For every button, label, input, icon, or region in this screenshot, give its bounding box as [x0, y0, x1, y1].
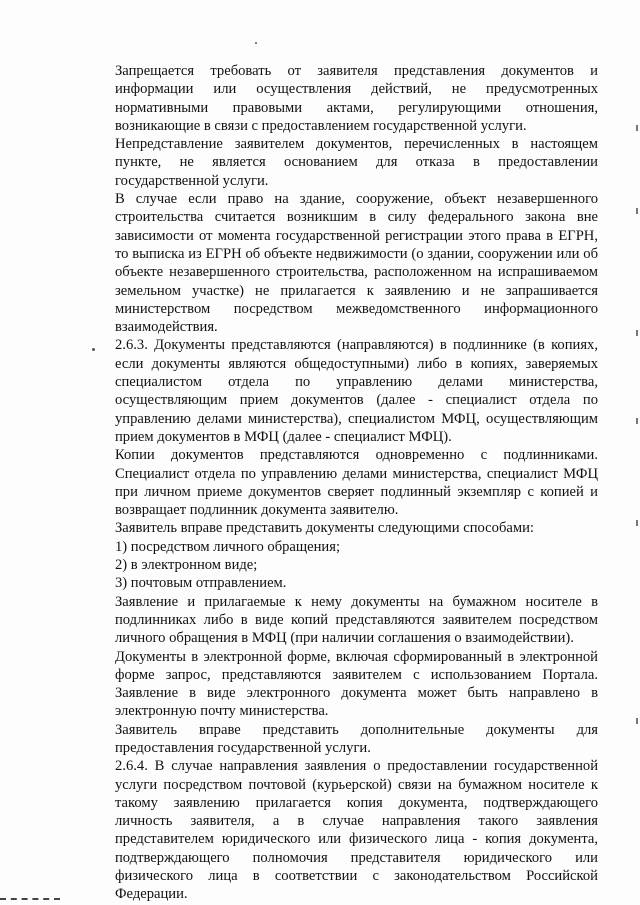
paragraph-paper-submission: Заявление и прилагаемые к нему документы на бумажном носителе в подлинниках либо в виде копий представляются заявителем посредством личного обращения в МФЦ (при наличии соглашения о взаимодействии).: [115, 593, 598, 647]
paragraph-prohibition: Запрещается требовать от заявителя представления документов и информации или осуществления действий, не предусмотренных нормативными правовыми актами, регулирующими отношения, возникающие в связи с предоставлением государственной услуги.: [115, 63, 598, 134]
paragraph-2-6-3: 2.6.3. Документы представляются (направляются) в подлиннике (в копиях, если документы являются общедоступными) либо в копиях, заверяемых специалистом отдела по управлению делами министерства, осуществляющим прием документов (далее - специалист отдела по управлению делами министерства), специалистом МФЦ, осуществляющим прием документов в МФЦ (далее - специалист МФЦ).: [115, 337, 598, 445]
paragraph-copies: Копии документов представляются одновременно с подлинниками. Специалист отдела по управлению делами министерства, специалист МФЦ при личном приеме документов сверяет подлинный экземпляр с копией и возвращает подлинник документа заявителю.: [115, 447, 598, 519]
scan-speck: [92, 348, 95, 351]
paragraph-egrn-extract: В случае если право на здание, сооружение, объект незавершенного строительства считается возникшим в силу федерального закона вне зависимости от момента государственной регистрации этого права в ЕГРН, то выписка из ЕГРН об объекте недвижимости (о здании, сооружении или об объекте незавершенного строительства, расположенном на испрашиваемом земельном участке) не прилагается к заявлению и не запрашивается министерством посредством межведомственного информационного взаимодействия.: [115, 191, 598, 336]
scan-speck: [255, 42, 257, 44]
scan-edge-mark: [636, 520, 638, 526]
document-body: [115, 62, 598, 904]
scan-bottom-dash: [0, 898, 60, 900]
scan-edge-mark: [636, 125, 638, 131]
paragraph-2-6-4: 2.6.4. В случае направления заявления о предоставлении государственной услуги посредством почтовой (курьерской) связи на бумажном носителе к такому заявлению прилагается копия документа, подтверждающего личность заявителя, а в случае направления такого заявления представителем юридического или физического лица - копия документа, подтверждающего полномочия представителя юридического или физического лица в соответствии с законодательством Российской Федерации.: [115, 758, 598, 903]
list-item-personal: 1) посредством личного обращения;: [115, 538, 341, 555]
scan-edge-mark: [636, 330, 638, 336]
scan-edge-mark: [636, 418, 638, 424]
scan-edge-mark: [636, 718, 638, 724]
list-item-postal: 3) почтовым отправлением.: [115, 575, 287, 592]
paragraph-non-submission: Непредставление заявителем документов, перечисленных в настоящем пункте, не является основанием для отказа в предоставлении государственной услуги.: [115, 136, 598, 189]
scan-edge-mark: [636, 208, 638, 214]
list-item-electronic: 2) в электронном виде;: [115, 557, 258, 574]
paragraph-electronic-form: Документы в электронной форме, включая сформированный в электронной форме запрос, представляются заявителем с использованием Портала. Заявление в виде электронного документа может быть направлено в электронную почту министерства.: [115, 648, 598, 720]
paragraph-submission-methods: Заявитель вправе представить документы следующими способами:: [115, 520, 534, 537]
paragraph-additional-documents: Заявитель вправе представить дополнительные документы для предоставления государственной услуги.: [115, 721, 598, 756]
